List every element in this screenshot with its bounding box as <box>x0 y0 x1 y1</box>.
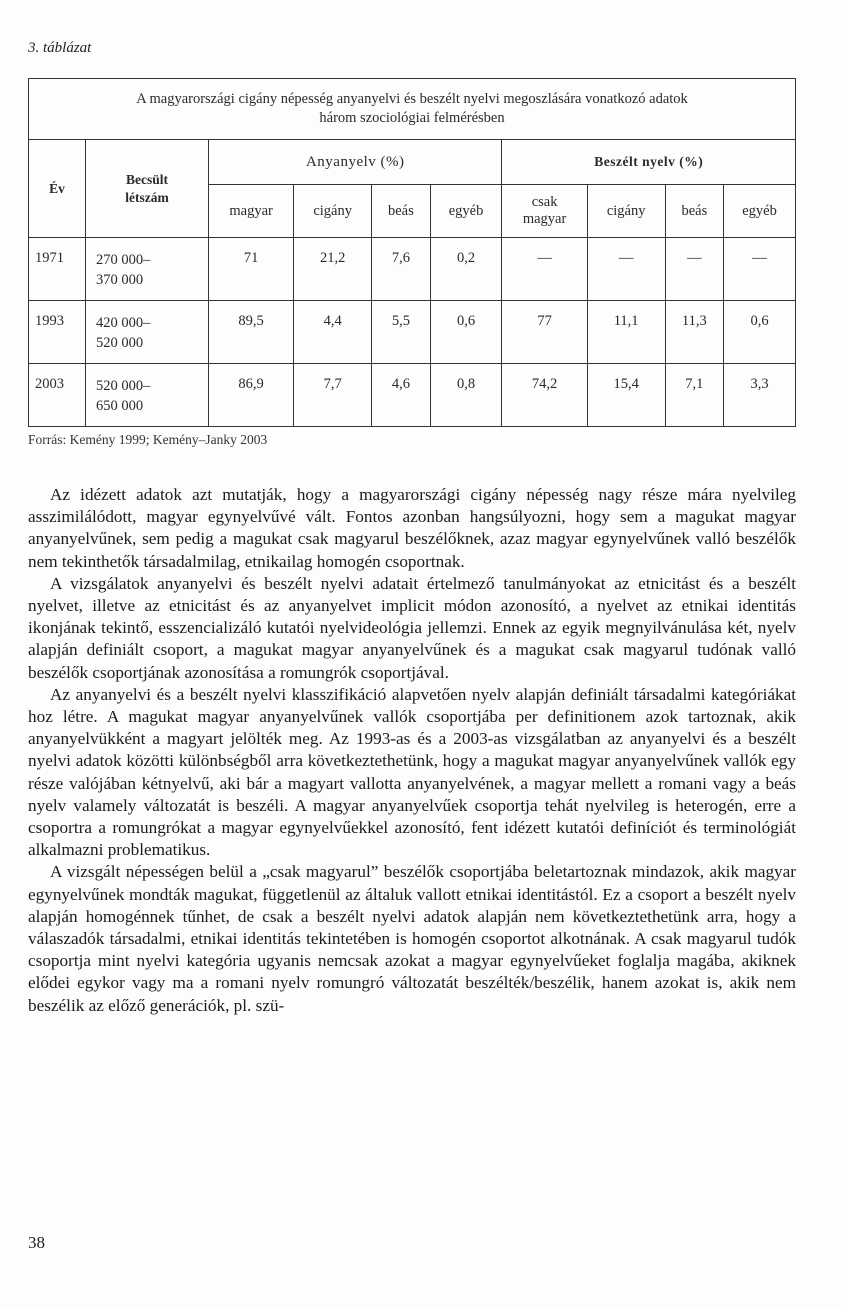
table-row <box>29 364 796 427</box>
header-anyanyelv-beas: beás <box>372 185 430 238</box>
pop-line1: 520 000– <box>96 378 151 394</box>
table-row <box>29 238 796 301</box>
cell-anyanyelv-magyar: 71 <box>209 238 294 301</box>
header-anyanyelv-cigany: cigány <box>294 185 372 238</box>
paragraph-3: Az anyanyelvi és a beszélt nyelvi klasszifikáció alapvetően nyelv alapján definiált társadalmi kategóriákat hoz létre. A magukat magyar anyanyelvűnek vallók csoportjába per definitionem azok tartoznak, akik anyanyelvükként a magyart jelölték meg. Az 1993-as és a 2003-as vizsgálatban az anyanyelvi és a beszélt nyelvi adatok közötti különbségből arra következtethetünk, hogy a magukat magyar anyanyelvűnek vallók egy része valójában kétnyelvű, aki bár a magyart vallotta anyanyelvének, a magyar mellett a romani vagy a beás nyelv valamely változatát is beszéli. A magyar anyanyelvűek csoportja tehát nyelvileg is heterogén, erre a csoportra a romungrókat a magyar egynyelvűekkel azonosító, fent idézett kutatói definíciót és terminológiát alkalmazni problematikus. <box>28 684 796 860</box>
table-label: 3. táblázat <box>28 40 92 56</box>
cell-beszelt-csak-magyar: 74,2 <box>502 364 587 427</box>
cell-year: 1971 <box>29 238 86 301</box>
cell-beszelt-csak-magyar: 77 <box>502 301 587 364</box>
header-beszelt-csak-magyar <box>502 185 587 238</box>
cell-anyanyelv-egyeb: 0,6 <box>430 301 502 364</box>
header-csak: csak <box>531 194 558 210</box>
header-beszelt-egyeb: egyéb <box>724 185 796 238</box>
cell-anyanyelv-beas: 4,6 <box>372 364 430 427</box>
pop-line2: 520 000 <box>96 335 144 351</box>
cell-anyanyelv-magyar: 86,9 <box>209 364 294 427</box>
header-population-line2: létszám <box>125 189 169 205</box>
cell-beszelt-beas: 7,1 <box>665 364 723 427</box>
cell-beszelt-cigany: 15,4 <box>587 364 665 427</box>
table-row <box>29 301 796 364</box>
paragraph-2: A vizsgálatok anyanyelvi és beszélt nyelvi adatait értelmező tanulmányokat az etnicitást és a beszélt nyelvet, illetve az etnicitást és az anyanyelvet implicit módon azonosító, a nyelvet az etnikai identitás ikonjának tekintő, esszencializáló kutatói nyelvideológia jellemzi. Ennek az egyik megnyilvánulása két, nyelv alapján definiált csoport, a magukat magyar anyanyelvűnek és a magukat csak magyarul tudónak valló beszélők csoportjának azonosítása a romungrók csoportjával. <box>28 573 796 682</box>
cell-beszelt-cigany: — <box>587 238 665 301</box>
paragraph-1: Az idézett adatok azt mutatják, hogy a magyarországi cigány népesség nagy része mára nyelvileg asszimilálódott, magyar egynyelvűvé vált. Fontos azonban hangsúlyozni, hogy sem a magukat magyar anyanyelvűnek, sem pedig a magukat csak magyarul beszélőknek, azaz magyar egynyelvűnek valló beszélők nem tekinthetők társadalmilag, etnikailag homogén csoportnak. <box>28 485 796 571</box>
body-text <box>28 484 796 1017</box>
cell-beszelt-beas: 11,3 <box>665 301 723 364</box>
cell-anyanyelv-cigany: 21,2 <box>294 238 372 301</box>
cell-beszelt-egyeb: — <box>724 238 796 301</box>
cell-anyanyelv-beas: 5,5 <box>372 301 430 364</box>
header-magyar: magyar <box>522 211 567 227</box>
cell-population <box>86 364 209 427</box>
header-anyanyelv-egyeb: egyéb <box>430 185 502 238</box>
header-beszelt: Beszélt nyelv (%) <box>502 140 796 185</box>
header-beszelt-beas: beás <box>665 185 723 238</box>
cell-beszelt-egyeb: 0,6 <box>724 301 796 364</box>
cell-beszelt-csak-magyar: — <box>502 238 587 301</box>
cell-year: 2003 <box>29 364 86 427</box>
cell-anyanyelv-magyar: 89,5 <box>209 301 294 364</box>
header-anyanyelv-magyar: magyar <box>209 185 294 238</box>
pop-line2: 650 000 <box>96 398 144 414</box>
pop-line2: 370 000 <box>96 272 144 288</box>
page-number: 38 <box>28 1233 45 1252</box>
cell-anyanyelv-cigany: 4,4 <box>294 301 372 364</box>
cell-anyanyelv-cigany: 7,7 <box>294 364 372 427</box>
pop-line1: 270 000– <box>96 252 151 268</box>
cell-population <box>86 238 209 301</box>
cell-beszelt-egyeb: 3,3 <box>724 364 796 427</box>
cell-anyanyelv-beas: 7,6 <box>372 238 430 301</box>
pop-line1: 420 000– <box>96 315 151 331</box>
paragraph-4: A vizsgált népességen belül a „csak magyarul” beszélők csoportjába beletartoznak mindazok, akik magyar egynyelvűnek mondták magukat, függetlenül az általuk vallott etnikai identitástól. Ez a csoport a beszélt nyelv alapján homogénnek tűnhet, de csak a beszélt nyelvi adatok alapján nem következtethetünk arra, hogy a válaszadók társadalmi, etnikai identitás tekintetében is homogén csoportot alkotnának. A csak magyarul tudók csoportja mint nyelvi kategória ugyanis nemcsak azokat a magyar egynyelvűeket foglalja magába, akiknek elődei egykor vagy ma a romani nyelv romungró változatát beszélték/beszélik, hanem azokat is, akik nem beszélik az előző generációk, pl. szü- <box>28 862 796 1015</box>
cell-anyanyelv-egyeb: 0,2 <box>430 238 502 301</box>
table-caption <box>29 79 796 140</box>
header-population <box>86 140 209 238</box>
table-caption-line2: három szociológiai felmérésben <box>319 110 505 126</box>
cell-population <box>86 301 209 364</box>
cell-beszelt-beas: — <box>665 238 723 301</box>
data-table <box>28 78 796 427</box>
table-source: Forrás: Kemény 1999; Kemény–Janky 2003 <box>28 432 268 447</box>
header-population-line1: Becsült <box>126 171 168 187</box>
header-beszelt-cigany: cigány <box>587 185 665 238</box>
table-caption-line1: A magyarországi cigány népesség anyanyelvi és beszélt nyelvi megoszlására vonatkozó adatok <box>136 91 688 107</box>
header-anyanyelv: Anyanyelv (%) <box>209 140 502 185</box>
header-year: Év <box>29 140 86 238</box>
cell-beszelt-cigany: 11,1 <box>587 301 665 364</box>
cell-year: 1993 <box>29 301 86 364</box>
cell-anyanyelv-egyeb: 0,8 <box>430 364 502 427</box>
